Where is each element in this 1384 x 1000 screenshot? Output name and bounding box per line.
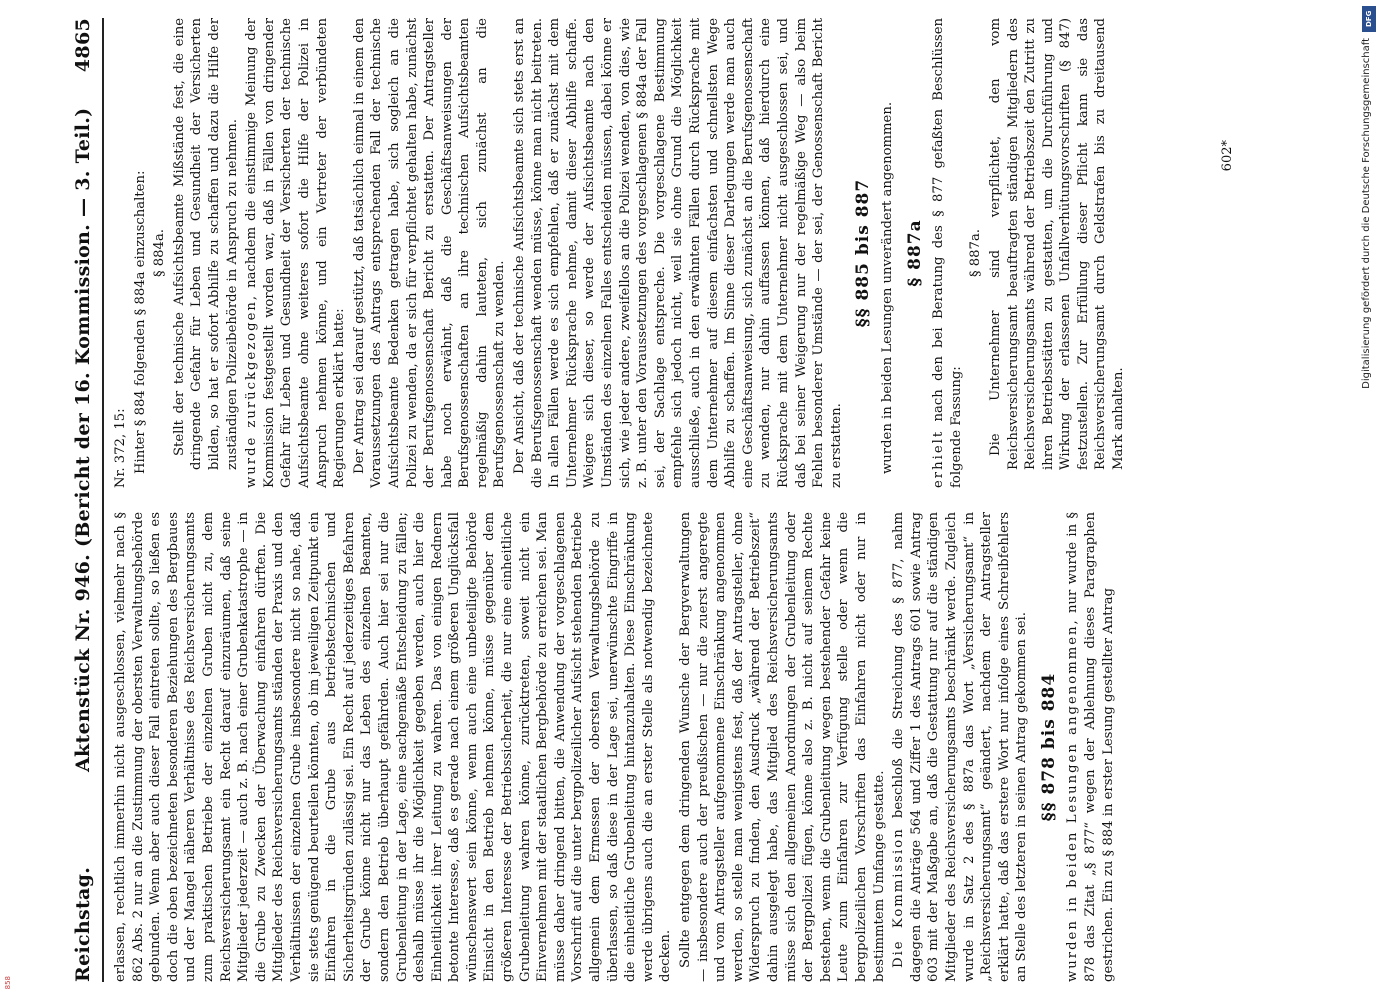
side-mark: 858 — [4, 976, 12, 990]
section-heading: §§ 878 bis 884 — [1038, 672, 1059, 822]
paragraph-text: nur wurde in § 878 das Zitat „§ 877“ wegen der Ablehnung dieses Paragraphen gestrichen. Ein zu § 884 in erster Lesung gestellter Antrag — [1065, 512, 1116, 982]
header-rule — [102, 18, 104, 982]
quote-block — [171, 18, 241, 488]
reference: Nr. 372, 15: — [113, 408, 128, 488]
quote-block — [987, 18, 1128, 488]
paragraph: Hinter § 884 folgenden § 884a einzuschalten: — [132, 170, 148, 474]
section-heading: §§ 885 bis 887 — [853, 178, 874, 328]
paragraph: Sollte entgegen dem dringenden Wunsche der Bergverwaltungen — insbesondere auch der preußischen — nur die zuerst angeregte und vom Antragsteller aufgenommene Einschränkung angenommen werden, so stelle man wenigstens fest, daß der Antragsteller, ohne Widerspruch zu finden, den Ausdruck „während der Betriebszeit“ dahin ausgelegt habe, das Mitglied des Reichsversicherungsamts müsse sich den allgemeinen Anordnungen der Grubenleitung oder der Bergpolizei fügen, könne also z. B. nicht auf seinem Rechte bestehen, wenn die Grubenleitung wegen bestehender Gefahr keine Leute zum Einfahren zur Verfügung stelle oder wenn die bergpolizeilichen Vorschriften das Einfahren nicht oder nur in bestimmtem Umfange gestatte. — [678, 512, 887, 982]
paragraph: Der Antrag sei darauf gestützt, daß tatsächlich einmal in einem den Voraussetzungen des Antrags entsprechenden Fall der technische Aufsichtsbeamte Bedenken getragen habe, sich sogleich an die Polizei zu wenden, da er sich für verpflichtet gehalten habe, zunächst der Berufsgenossenschaft Bericht zu erstatten. Der Antragsteller habe noch erwähnt, daß die Geschäftsanweisungen der Berufsgenossenschaften an ihre technischen Aufsichtsbeamten regelmäßig dahin lauteten, sich zunächst an die Berufsgenossenschaft zu wenden. — [351, 18, 508, 488]
credit-text: Digitalisierung gefördert durch die Deutsche Forschungsgemeinschaft — [1361, 38, 1372, 389]
credit-strip — [1354, 0, 1384, 1000]
paragraph — [890, 512, 1031, 982]
section-heading: § 887a — [904, 219, 925, 287]
quote-heading: § 884a. — [152, 229, 168, 278]
paragraph-text: nachdem die einstimmige Meinung der Kommission festgestellt worden war, daß in Fällen von dringender Gefahr für Leben und Gesundheit der Versicherten der technische Aufsichtsbeamte ohne weiteres sofort die Hilfe der Polizei in Anspruch nehmen könne, und ein Vertreter der verbündeten Regierungen erklärt hatte: — [244, 18, 348, 488]
lead-text: wurde zurückgezogen, — [244, 293, 260, 488]
paragraph: wurden in beiden Lesungen unverändert angenommen. — [879, 101, 895, 474]
quote-text: Die Unternehmer sind verpflichtet, den vom Reichsversicherungsamt beauftragten ständigen Mitgliedern des Reichsversicherungsamts während der Betriebszeit den Zutritt zu ihren Betriebsstätten zu gestatten, um die Durchführung und Wirkung der erlassenen Unfallverhütungsvorschriften (§ 847) festzustellen. Zur Erfüllung dieser Pflicht kann sie das Reichsversicherungsamt durch Geldstrafen bis zu dreitausend Mark anhalten. — [987, 18, 1127, 470]
header-center: Aktenstück Nr. 946. (Bericht der 16. Kommission. — 3. Teil.) — [72, 107, 94, 772]
paragraph: erlassen, rechtlich immerhin nicht ausgeschlossen, vielmehr nach § 862 Abs. 2 nur an die Zustimmung der obersten Verwaltungsbehörde gebunden. Wenn aber auch dieser Fall eintreten sollte, so ließen es doch die oben bezeichneten besonderen Beziehungen des Bergbaues und der Mangel näheren Verhältnisse des Reichsversicherungsamts zum praktischen Betriebe der einzelnen Gruben nicht zu, dem Reichsversicherungsamt ein Recht darauf einzuräumen, daß seine Mitglieder jederzeit — auch z. B. nach einer Grubenkatastrophe — in die Grube zu Zwecken der Überwachung einfahren dürften. Die Mitglieder des Reichsversicherungsamts ständen der Praxis und den Verhältnissen der einzelnen Grube insbesondere nicht so nahe, daß sie stets genügend beurteilen könnten, ob im jeweiligen Zeitpunkt ein Einfahren in die Grube aus betriebstechnischen und Sicherheitsgründen zulässig sei. Ein Recht auf jederzeitiges Befahren der Grube könne nicht nur das Leben des einzelnen Beamten, sondern den Betrieb überhaupt gefährden. Auch hier sei nur die Grubenleitung in der Lage, eine sachgemäße Entscheidung zu fällen; deshalb müsse ihr die Möglichkeit gegeben werden, auch hier die Einheitlichkeit ihrer Leitung zu wahren. Das von einigen Rednern betonte Interesse, daß es gerade nach einem größeren Unglücksfall wünschenswert sein könne, wenn auch eine unbeteiligte Behörde Einsicht in den Betrieb nehmen könne, müsse gegenüber dem größeren Interesse der Betriebssicherheit, die nur eine einheitliche Grubenleitung wahren könne, zurücktreten, soweit nicht ein Einvernehmen mit der staatlichen Bergbehörde zu erreichen sei. Man müsse daher dringend bitten, die Anwendung der vorgeschlagenen Vorschrift auf die unter bergpolizeilicher Aufsicht stehenden Betriebe allgemein dem Ermessen der obersten Verwaltungsbehörde zu überlassen, so daß diese in der Lage sei, unerwünschte Eingriffe in die einheitliche Grubenleitung hintanzuhalten. Diese Einschränkung werde übrigens auch die an erster Stelle als notwendig bezeichnete decken. — [113, 512, 674, 982]
header-left: Reichstag. — [72, 866, 94, 982]
paragraph — [1064, 512, 1117, 982]
rotated-page — [60, 0, 1310, 1000]
quote-heading: § 887a. — [968, 229, 984, 278]
right-column — [112, 18, 1130, 488]
quote-text: Stellt der technische Aufsichtsbeamte Mißstände fest, die eine dringende Gefahr für Leben und Gesundheit der Versicherten bilden, so hat er sofort Abhilfe zu schaffen und dazu die Hilfe der zuständigen Polizeibehörde in Anspruch zu nehmen. — [171, 18, 240, 470]
lead-text: wurden in beiden Lesungen angenommen, — [1065, 618, 1081, 982]
paragraph — [930, 18, 965, 488]
paragraph-text: nach den bei Beratung des § 877 gefaßten Beschlüssen folgende Fassung: — [931, 18, 964, 488]
paragraph-text: beschloß die Streichung des § 877, nahm dagegen die Anträge 564 und Ziffer 1 des Antrags 601 sowie Antrag 603 mit der Maßgabe an, daß die Gestattung nur auf die ständigen Mitglieder des Reichsversicherungsamts beschränkt werde. Zugleich wurde in Satz 2 des § 887a das Wort „Versicherungsamt“ in „Reichsversicherungsamt“ geändert, nachdem der Antragsteller erklärt hatte, daß das erstere Wort nur infolge eines Schreibfehlers an Stelle des letzteren in seinen Antrag gekommen sei. — [891, 512, 1030, 982]
paragraph — [243, 18, 349, 488]
left-column — [112, 512, 1119, 982]
dfg-logo: DFG — [1362, 6, 1376, 32]
lead-text: Die Kommission — [891, 827, 907, 968]
page-number: 4865 — [72, 18, 94, 73]
paragraph: Der Ansicht, daß der technische Aufsichtsbeamte sich stets erst an die Berufsgenossenschaft wenden müsse, könne man nicht beitreten. In allen Fällen werde es sich empfehlen, daß er zunächst mit dem Unternehmer Rücksprache nehme, damit dieser Abhilfe schaffe. Weigere sich dieser, so werde der Aufsichtsbeamte nach den Umständen des einzelnen Falles entscheiden müssen, dabei könne er sich, wie jeder andere, zweifellos an die Polizei wenden, von dies, wie z. B. unter den Voraussetzungen des vorgeschlagenen § 884a der Fall sei, der Sachlage entspreche. Die vorgeschlagene Bestimmung empfehle sich jedoch nicht, weil sie ohne Grund die Möglichkeit ausschließe, auch in den erwähnten Fällen durch Rücksprache mit dem Unternehmer auf diesem einfachsten und schnellsten Wege Abhilfe zu schaffen. Im Sinne dieser Darlegungen werde man auch eine Geschäftsanweisung, sich zunächst an die Berufsgenossenschaft zu wenden, nur dahin auffassen können, daß hierdurch eine Rücksprache mit dem Unternehmer nicht ausgeschlossen sei, und daß bei seiner Weigerung nur der regelmäßige Weg — also beim Fehlen besonderer Umstände — der sei, der Genossenschaft Bericht zu erstatten. — [512, 18, 844, 488]
signature-mark: 602* — [1220, 140, 1235, 172]
lead-text: erhielt — [931, 429, 947, 488]
running-header — [68, 18, 102, 982]
